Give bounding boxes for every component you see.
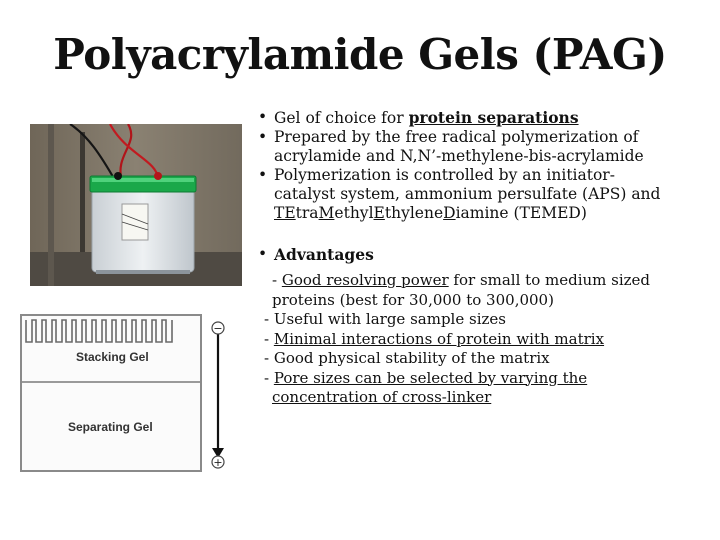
bullet-polymerization: • Polymerization is controlled by an initiator- catalyst system, ammonium persulfate (APS) and TEtraMethylEthyleneDiamine (TEMED) (258, 166, 708, 223)
minus-sign: − (213, 322, 223, 335)
gel-frame (21, 315, 201, 471)
advantage-pore-sizes: - Pore sizes can be selected by varying the (264, 368, 588, 387)
advantage-resolving: - Good resolving power for small to medium sized (272, 271, 651, 289)
protein-separations-text: protein separations (408, 108, 579, 127)
advantages-heading: Advantages (274, 245, 374, 264)
stacking-gel-label: Stacking Gel (76, 350, 149, 364)
bullet-list (258, 108, 708, 408)
plus-sign: + (213, 456, 223, 469)
bullet-gel-choice: • Gel of choice for protein separations (258, 108, 579, 127)
advantages-list: - Good resolving power for small to medium sized proteins (best for 30,000 to 300,000) - Useful with large sample sizes - Minimal interactions of protein with matrix - Good physical stability of the matrix - Pore sizes can be selected by varying the concentration of cross-linker (272, 271, 708, 408)
slide-title: Polyacrylamide Gels (PAG) (53, 30, 667, 79)
separating-gel-label: Separating Gel (68, 420, 153, 434)
electrophoresis-apparatus-photo (30, 124, 242, 286)
bullet-advantages: • Advantages (258, 245, 374, 264)
advantage-stability: - Good physical stability of the matrix (264, 349, 550, 367)
advantage-minimal-interactions: - Minimal interactions of protein with matrix (264, 329, 605, 348)
bullet-prepared: • Prepared by the free radical polymerization of acrylamide and N,N’-methylene-bis-acrylamide (258, 128, 644, 165)
gel-diagram (20, 314, 238, 474)
advantage-sample-sizes: - Useful with large sample sizes (264, 310, 506, 328)
temed-expansion: TEtraMethylEthyleneDiamine (TEMED) (274, 204, 587, 222)
